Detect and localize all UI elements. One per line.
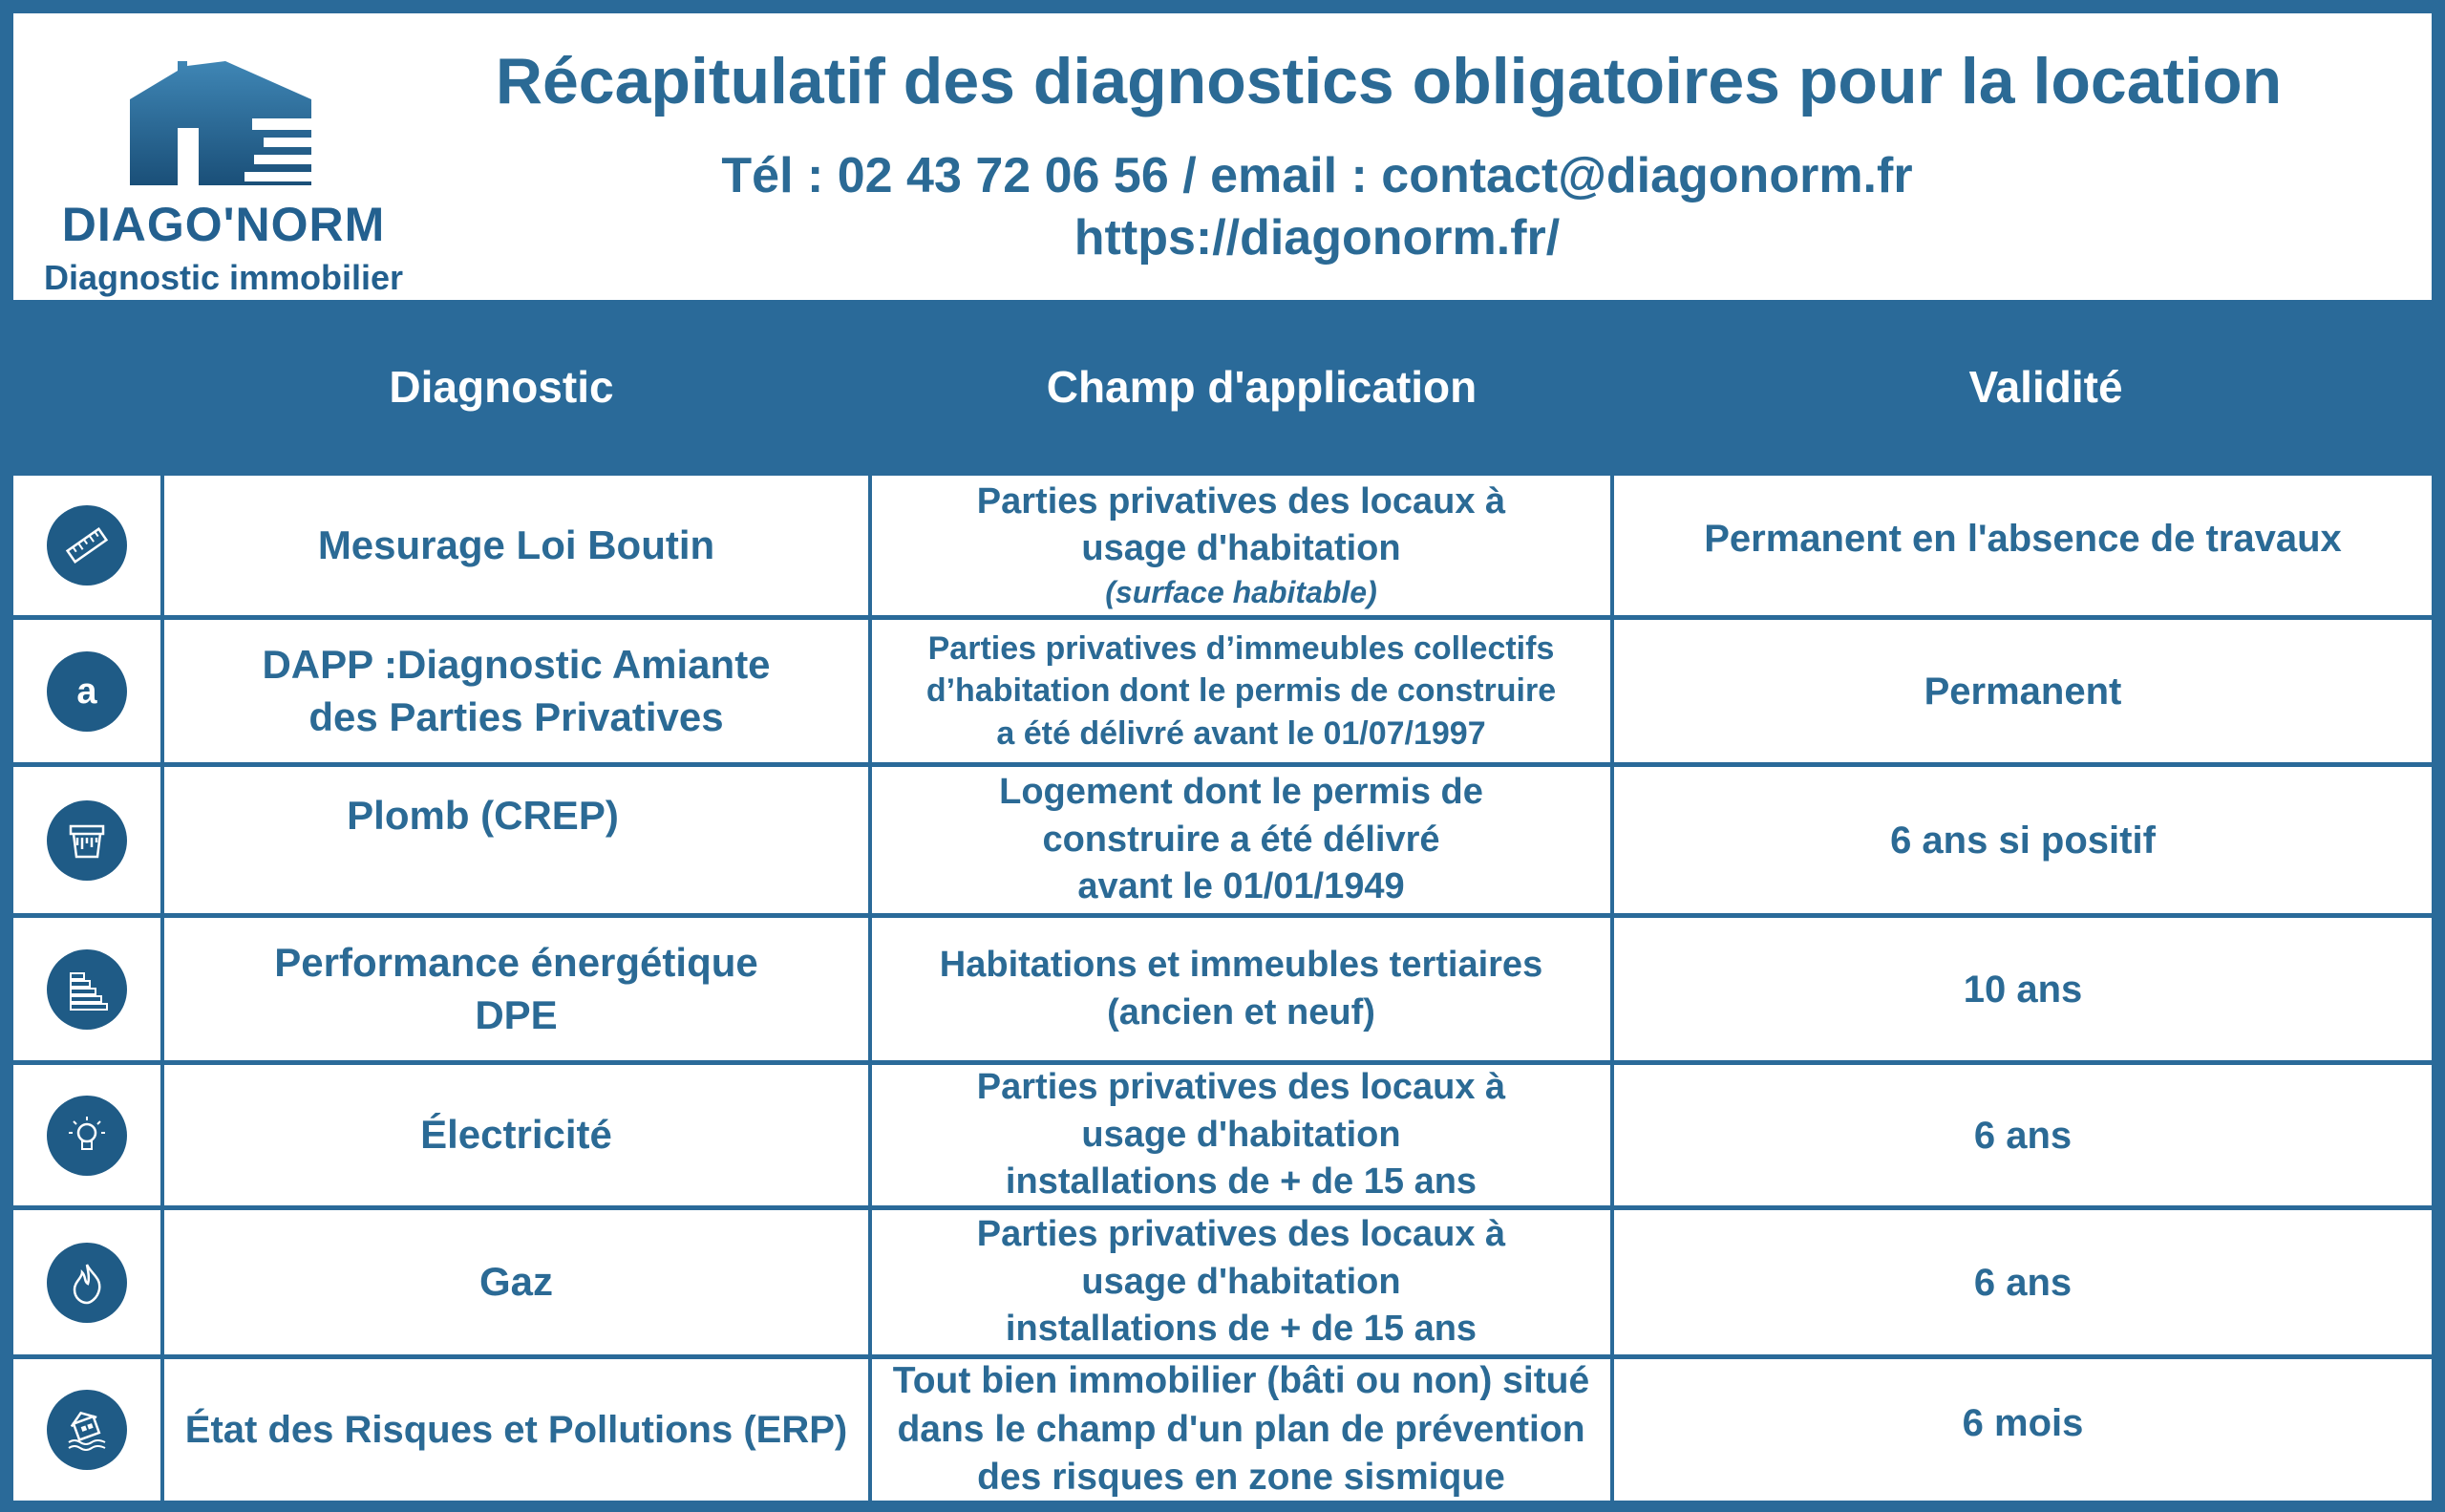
flame-icon [47,1243,127,1323]
paint-bucket-icon [47,800,127,881]
contact-line: Tél : 02 43 72 06 56 / email : contact@diagonorm.fr [721,148,1913,203]
column-header-diagnostic: Diagnostic [389,362,614,412]
lightbulb-icon [47,1096,127,1176]
logo [13,42,434,300]
svg-text:a: a [76,671,97,712]
table-row [0,1065,2445,1205]
energy-bars-icon [47,949,127,1030]
scope-note: (surface habitable) [1105,574,1377,609]
column-header-validity: Validité [1968,362,2123,412]
asbestos-icon [47,651,127,732]
validity-text: 6 ans si positif [1890,819,2156,862]
table-row [0,476,2445,615]
validity-text: 6 ans [1973,1114,2073,1157]
scope-text: Logement dont le permis de construire a été délivré avant le 01/01/1949 [999,772,1483,907]
table-row [0,1359,2445,1501]
validity-text: Permanent [1924,670,2122,713]
validity-text: 6 mois [1962,1402,2084,1444]
diagnostic-name: Plomb (CREP) [347,793,619,839]
ruler-icon [47,505,127,586]
table-row [0,620,2445,762]
diagnostic-name: État des Risques et Pollutions (ERP) [184,1409,848,1451]
diagnostic-name: Mesurage Loi Boutin [317,522,715,567]
house-logo-icon [120,61,330,204]
logo-subtitle: Diagnostic immobilier [43,258,404,297]
scope-text: Parties privatives d’immeubles collectifs d’habitation dont le permis de construire a été délivré avant le 01/07/1997 [925,630,1557,752]
scope-text: Parties privatives des locaux à usage d'habitation [976,480,1506,569]
table-row [0,767,2445,913]
validity-text: Permanent en l'absence de travaux [1704,518,2342,560]
column-header-scope: Champ d'application [1046,362,1478,412]
diagnostic-name: Électricité [420,1112,612,1158]
diagnostic-name: DAPP :Diagnostic Amiante des Parties Privatives [262,641,771,739]
validity-text: 6 ans [1973,1261,2073,1304]
table-header [0,301,2445,473]
header [13,13,2432,300]
website-link[interactable]: https://diagonorm.fr/ [1074,210,1561,266]
validity-text: 10 ans [1963,968,2083,1011]
scope-text: Tout bien immobilier (bâti ou non) situé dans le champ d'un plan de prévention des risques en zone sismique [892,1359,1590,1499]
flood-house-icon [47,1390,127,1470]
scope-text: Parties privatives des locaux à usage d'habitation installations de + de 15 ans [976,1067,1506,1203]
table-row [0,1210,2445,1354]
diagnostic-name: Performance énergétique DPE [274,939,758,1037]
scope-text: Habitations et immeubles tertiaires (ancien et neuf) [939,945,1543,1033]
diagnostic-name: Gaz [478,1259,554,1305]
page-title: Récapitulatif des diagnostics obligatoires pour la location [495,45,2283,117]
scope-text: Parties privatives des locaux à usage d'habitation installations de + de 15 ans [976,1214,1506,1350]
logo-name: DIAGO'NORM [61,198,386,251]
table-row [0,918,2445,1060]
